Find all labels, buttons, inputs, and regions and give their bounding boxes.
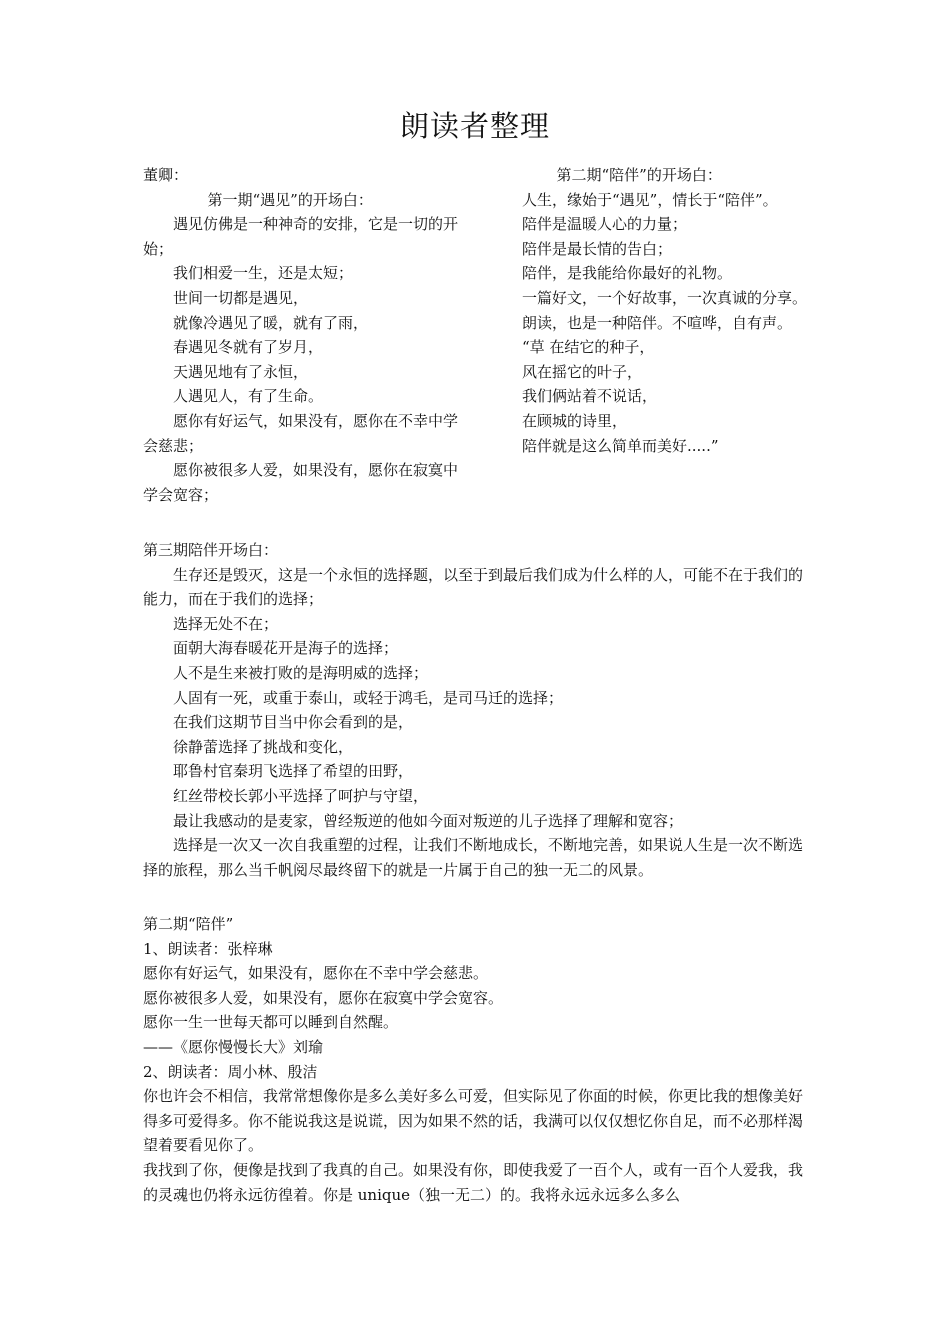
paragraph: 风在摇它的叶子，: [522, 362, 643, 381]
paragraph: “草 在结它的种子，: [522, 338, 655, 357]
paragraph: 愿你被很多人爱，如果没有，愿你在寂寞中学会宽容。: [143, 988, 504, 1007]
reader-label: 1、朗读者：张梓琳: [143, 939, 273, 958]
right-column: [492, 163, 812, 458]
paragraph: 陪伴，是我能给你最好的礼物。: [522, 264, 733, 283]
paragraph: 人生，缘始于“遇见”，情长于“陪伴”。: [522, 190, 778, 209]
episode3-heading: 第三期陪伴开场白：: [143, 541, 279, 559]
paragraph: 生存还是毁灭，这是一个永恒的选择题，以至于到最后我们成为什么样的人，可能不在于我们的能力，而在于我们的选择；: [143, 565, 804, 609]
paragraph: 在我们这期节目当中你会看到的是，: [173, 713, 414, 732]
paragraph: 人固有一死，或重于泰山，或轻于鸿毛，是司马迁的选择；: [173, 688, 564, 707]
paragraph: 我们俩站着不说话，: [522, 387, 658, 406]
reader-label: 2、朗读者：周小林、殷洁: [143, 1062, 318, 1081]
section-episode3: [143, 538, 811, 882]
section-heading: 第二期“陪伴”: [143, 915, 234, 933]
paragraph: 徐静蕾选择了挑战和变化，: [173, 737, 354, 756]
paragraph: 愿你被很多人爱，如果没有，愿你在寂寞中学会宽容；: [143, 461, 459, 504]
host-label: 董卿：: [143, 166, 189, 184]
paragraph: 人不是生来被打败的是海明威的选择；: [173, 663, 429, 682]
paragraph: 你也许会不相信，我常常想像你是多么美好多么可爱，但实际见了你面的时候，你更比我的想像美好得多可爱得多。你不能说我这是说谎，因为如果不然的话，我满可以仅仅想忆你自足，而不必那样渴望着要看见你了。: [143, 1087, 804, 1155]
paragraph: 世间一切都是遇见，: [173, 288, 309, 307]
paragraph: 陪伴是最长情的告白；: [522, 239, 673, 258]
paragraph: 天遇见地有了永恒，: [173, 362, 309, 381]
paragraph: 最让我感动的是麦家，曾经叛逆的他如今面对叛逆的儿子选择了理解和宽容；: [173, 811, 684, 830]
episode2-heading: 第二期“陪伴”的开场白：: [556, 166, 722, 184]
citation: ——《愿你慢慢长大》刘瑜: [143, 1037, 324, 1056]
paragraph: 朗读，也是一种陪伴。不喧哗，自有声。: [522, 313, 793, 332]
paragraph: 就像冷遇见了暖，就有了雨，: [173, 313, 369, 332]
paragraph: 陪伴是温暖人心的力量；: [522, 215, 688, 234]
paragraph: 愿你有好运气，如果没有，愿你在不幸中学会慈悲。: [143, 964, 489, 983]
paragraph: 在顾城的诗里，: [522, 411, 628, 430]
section-episode2-readers: [143, 912, 811, 1207]
paragraph: 红丝带校长郭小平选择了呵护与守望，: [173, 786, 429, 805]
paragraph: 面朝大海春暖花开是海子的选择；: [173, 639, 399, 658]
episode1-heading: 第一期“遇见”的开场白：: [207, 190, 373, 209]
paragraph: 春遇见冬就有了岁月，: [173, 338, 324, 357]
paragraph: 陪伴就是这么简单而美好.....”: [522, 436, 719, 455]
paragraph: 选择是一次又一次自我重塑的过程，让我们不断地成长，不断地完善，如果说人生是一次不断选择的旅程，那么当千帆阅尽最终留下的就是一片属于自己的独一无二的风景。: [143, 836, 804, 879]
paragraph: 我们相爱一生，还是太短；: [173, 264, 354, 283]
left-column: [143, 163, 465, 507]
paragraph: 遇见仿佛是一种神奇的安排，它是一切的开始；: [143, 215, 459, 258]
paragraph: 一篇好文，一个好故事，一次真诚的分享。: [522, 288, 808, 307]
paragraph: 选择无处不在；: [173, 614, 279, 633]
paragraph: 人遇见人，有了生命。: [173, 387, 324, 406]
paragraph: 愿你有好运气，如果没有，愿你在不幸中学会慈悲；: [143, 411, 459, 455]
paragraph: 愿你一生一世每天都可以睡到自然醒。: [143, 1013, 399, 1032]
paragraph: 我找到了你，便像是找到了我真的自己。如果没有你，即使我爱了一百个人，或有一百个人爱我，我的灵魂也仍将永远彷徨着。你是 unique（独一无二）的。我将永远永远多么多么: [143, 1160, 804, 1204]
page-title: 朗读者整理: [399, 109, 550, 143]
paragraph: 耶鲁村官秦玥飞选择了希望的田野，: [173, 762, 414, 781]
